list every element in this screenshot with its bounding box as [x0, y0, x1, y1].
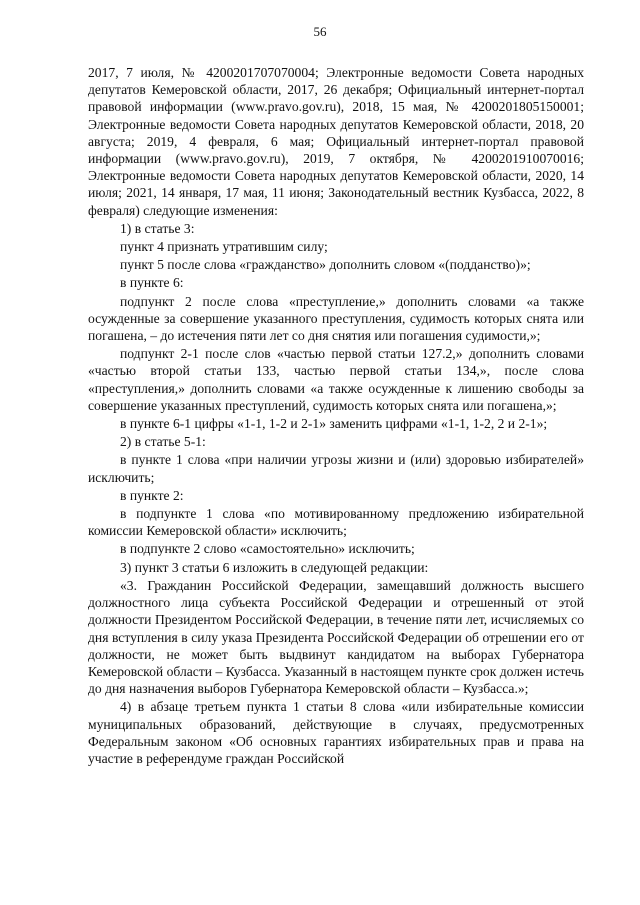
paragraph-new-text-point-3: «3. Гражданин Российской Федерации, замещавший должность высшего должностного лица субъекта Российской Федерации и отрешенный от этой должности Президентом Российской Федерации, в течение пяти лет, исчисляемых со дня вступления в силу указа Президента Российской Федерации об отрешении его от должности, не может быть выдвинут кандидатом на выборах Губернатора Кемеровской области – Кузбасса. Указанный в настоящем пункте срок должен истечь до дня назначения выборов Губернатора Кемеровской области – Кузбасса.»;: [88, 577, 584, 697]
paragraph-point-5: пункт 5 после слова «гражданство» дополнить словом «(подданство)»;: [120, 257, 531, 273]
paragraph-point-2: в пункте 2:: [120, 487, 184, 503]
document-body: [88, 64, 584, 767]
paragraph-subpoint-2-word: в подпункте 2 слово «самостоятельно» исключить;: [120, 541, 415, 557]
page-number: 56: [313, 24, 327, 39]
paragraph-subpoint-2: подпункт 2 после слова «преступление,» дополнить словами «а также осужденные за совершение указанного преступления, судимость которых снята или погашена, – до истечения пяти лет со дня снятия или погашения судимости,»;: [88, 293, 584, 344]
paragraph-point-1: в пункте 1 слова «при наличии угрозы жизни и (или) здоровью избирателей» исключить;: [88, 452, 584, 485]
paragraph-point-6-1: в пункте 6-1 цифры «1-1, 1-2 и 2-1» заменить цифрами «1-1, 1-2, 2 и 2-1»;: [120, 416, 548, 432]
paragraph-item-1: 1) в статье 3:: [120, 220, 195, 236]
paragraph-intro-continuation: 2017, 7 июля, № 4200201707070004; Электронные ведомости Совета народных депутатов Кемеровской области, 2017, 26 декабря; Официальный интернет-портал правовой информации (www.pravo.gov.ru), 2018, 15 мая, № 4200201805150001; Электронные ведомости Совета народных депутатов Кемеровской области, 2018, 20 августа; 2019, 4 февраля, 6 мая; Официальный интернет-портал правовой информации (www.pravo.gov.ru), 2019, 7 октября, № 4200201910070016; Электронные ведомости Совета народных депутатов Кемеровской области, 2020, 14 июля; 2021, 14 января, 17 мая, 11 июня; Законодательный вестник Кузбасса, 2022, 8 февраля) следующие изменения:: [88, 65, 584, 218]
paragraph-subpoint-1: в подпункте 1 слова «по мотивированному предложению избирательной комиссии Кемеровской области» исключить;: [88, 506, 584, 539]
paragraph-item-4: 4) в абзаце третьем пункта 1 статьи 8 слова «или избирательные комиссии муниципальных образований, действующие в случаях, предусмотренных Федеральным законом «Об основных гарантиях избирательных прав и права на участие в референдуме граждан Российской: [88, 699, 584, 766]
paragraph-subpoint-2-1: подпункт 2-1 после слов «частью первой статьи 127.2,» дополнить словами «частью второй статьи 133, частью первой статьи 134,», после слова «преступления,» дополнить словами «а также осужденные к лишению свободы за совершение указанных преступлений, судимость которых снята или погашена,»;: [88, 346, 584, 413]
paragraph-item-2: 2) в статье 5-1:: [120, 434, 206, 450]
paragraph-point-6: в пункте 6:: [120, 275, 184, 291]
paragraph-point-4: пункт 4 признать утратившим силу;: [120, 239, 328, 255]
paragraph-item-3: 3) пункт 3 статьи 6 изложить в следующей редакции:: [120, 559, 429, 575]
